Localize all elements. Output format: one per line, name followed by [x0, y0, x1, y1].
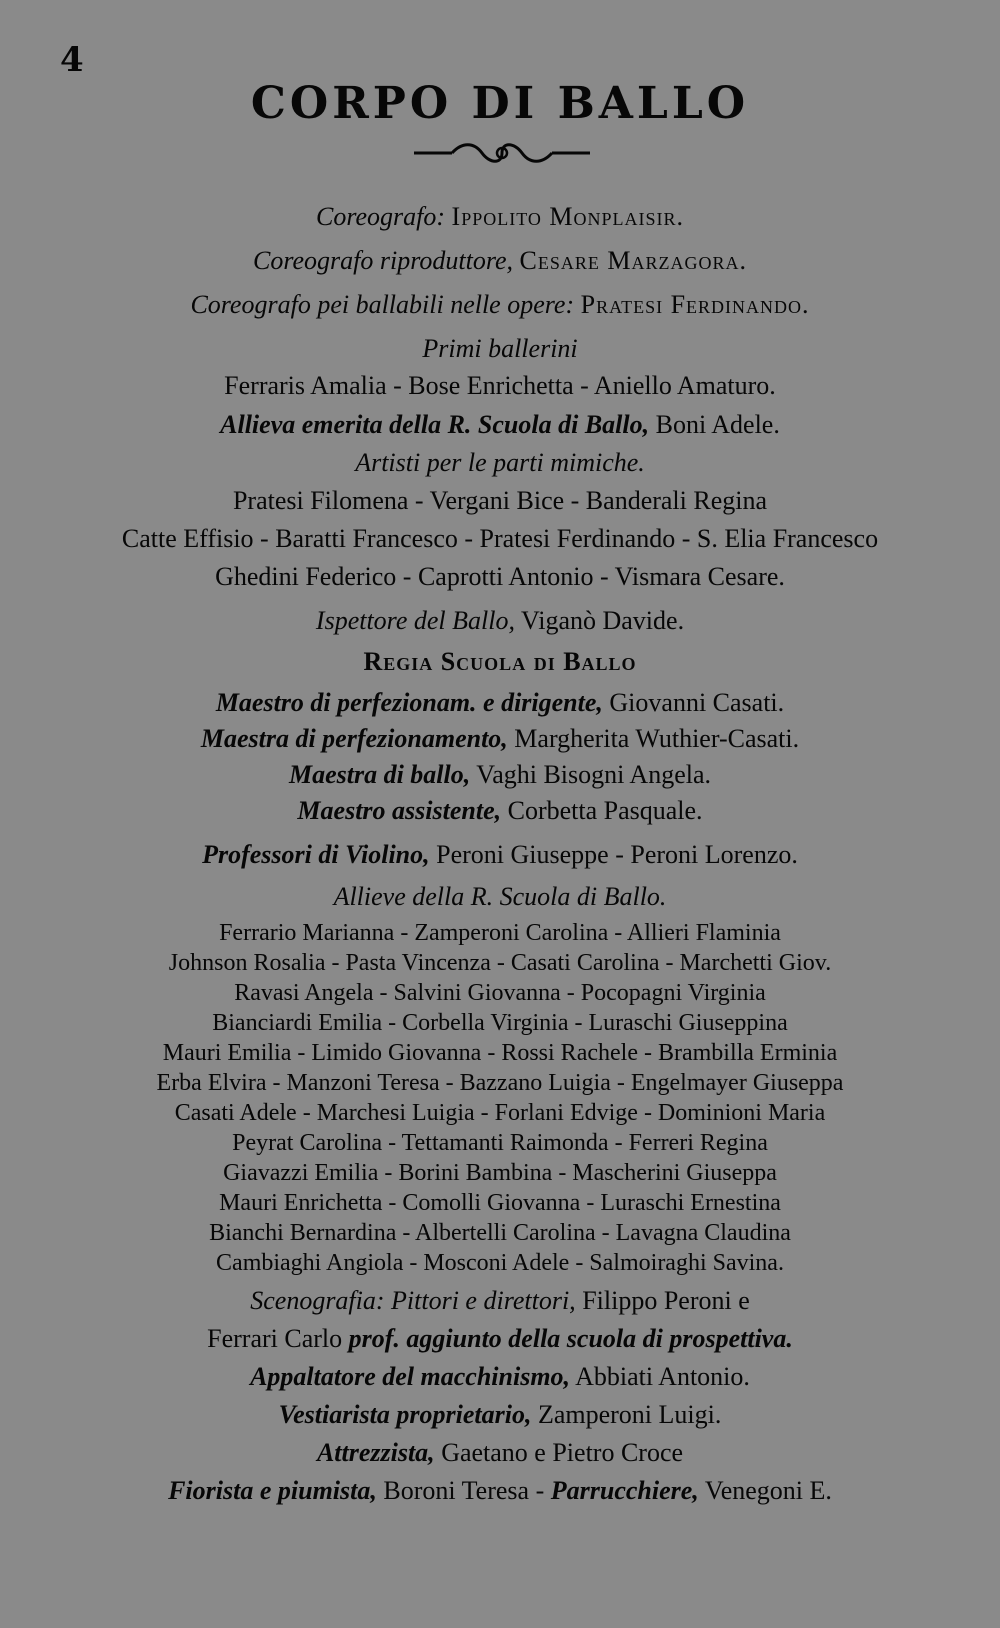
line-pupils-6: Erba Elvira - Manzoni Teresa - Bazzano Luigia - Engelmayer Giuseppa [156, 1070, 844, 1096]
line-mime-1: Pratesi Filomena - Vergani Bice - Banderali Regina [232, 486, 768, 515]
heading-royal-school: Regia Scuola di Ballo [363, 647, 637, 676]
line-perspective: Ferrari Carlo prof. aggiunto della scuola di prospettiva. [207, 1324, 793, 1353]
line-pupils-2: Johnson Rosalia - Pasta Vincenza - Casati Carolina - Marchetti Giov. [168, 950, 832, 976]
line-pupils-9: Giavazzi Emilia - Borini Bambina - Mascherini Giuseppa [223, 1160, 777, 1186]
line-pupils-11: Bianchi Bernardina - Albertelli Carolina - Lavagna Claudina [209, 1220, 791, 1246]
line-costumes: Vestiarista proprietario, Zamperoni Luigi. [278, 1400, 722, 1429]
line-pupils-4: Bianciardi Emilia - Corbella Virginia - Luraschi Giuseppina [212, 1010, 788, 1036]
line-scenography: Scenografia: Pittori e direttori, Filippo Peroni e [250, 1286, 750, 1315]
line-mime-2: Catte Effisio - Baratti Francesco - Pratesi Ferdinando - S. Elia Francesco [121, 524, 879, 553]
line-maestro-perfezionamento: Maestro di perfezionam. e dirigente, Giovanni Casati. [215, 688, 785, 717]
line-mime-3: Ghedini Federico - Caprotti Antonio - Vismara Cesare. [215, 562, 785, 591]
line-choreographer: Coreografo: Ippolito Monplaisir. [315, 202, 684, 231]
line-pupils-8: Peyrat Carolina - Tettamanti Raimonda - Ferreri Regina [232, 1130, 768, 1156]
page-number: 4 [60, 40, 84, 80]
line-ballet-inspector: Ispettore del Ballo, Viganò Davide. [315, 606, 685, 635]
line-pupils-7: Casati Adele - Marchesi Luigia - Forlani Edvige - Dominioni Maria [174, 1100, 826, 1126]
line-machinery: Appaltatore del macchinismo, Abbiati Antonio. [250, 1362, 750, 1391]
heading-pupils: Allieve della R. Scuola di Ballo. [333, 882, 667, 911]
line-maestro-assistente: Maestro assistente, Corbetta Pasquale. [297, 796, 703, 825]
line-reproducing-choreographer: Coreografo riproduttore, Cesare Marzagora. [253, 246, 747, 275]
line-pupils-10: Mauri Enrichetta - Comolli Giovanna - Luraschi Ernestina [219, 1190, 781, 1216]
line-principal-dancers: Ferraris Amalia - Bose Enrichetta - Aniello Amaturo. [224, 371, 776, 400]
line-pupils-5: Mauri Emilia - Limido Giovanna - Rossi Rachele - Brambilla Erminia [162, 1040, 838, 1066]
line-pupils-12: Cambiaghi Angiola - Mosconi Adele - Salmoiraghi Savina. [216, 1250, 784, 1276]
line-maestra-ballo: Maestra di ballo, Vaghi Bisogni Angela. [288, 760, 712, 789]
line-florist-wigmaker: Fiorista e piumista, Boroni Teresa - Parrucchiere, Venegoni E. [168, 1476, 832, 1505]
page-title: CORPO DI BALLO [250, 78, 750, 129]
line-allieva-emerita: Allieva emerita della R. Scuola di Ballo, Boni Adele. [220, 410, 780, 439]
heading-principal-dancers: Primi ballerini [422, 334, 578, 363]
ornament-divider [412, 140, 592, 166]
line-opera-choreographer: Coreografo pei ballabili nelle opere: Pratesi Ferdinando. [190, 290, 810, 319]
line-maestra-perfezionamento: Maestra di perfezionamento, Margherita Wuthier-Casati. [200, 724, 800, 753]
line-props: Attrezzista, Gaetano e Pietro Croce [316, 1438, 684, 1467]
line-pupils-1: Ferrario Marianna - Zamperoni Carolina - Allieri Flaminia [219, 920, 781, 946]
heading-mime-artists: Artisti per le parti mimiche. [355, 448, 645, 477]
line-violin-professors: Professori di Violino, Peroni Giuseppe - Peroni Lorenzo. [202, 840, 798, 869]
line-pupils-3: Ravasi Angela - Salvini Giovanna - Pocopagni Virginia [234, 980, 766, 1006]
